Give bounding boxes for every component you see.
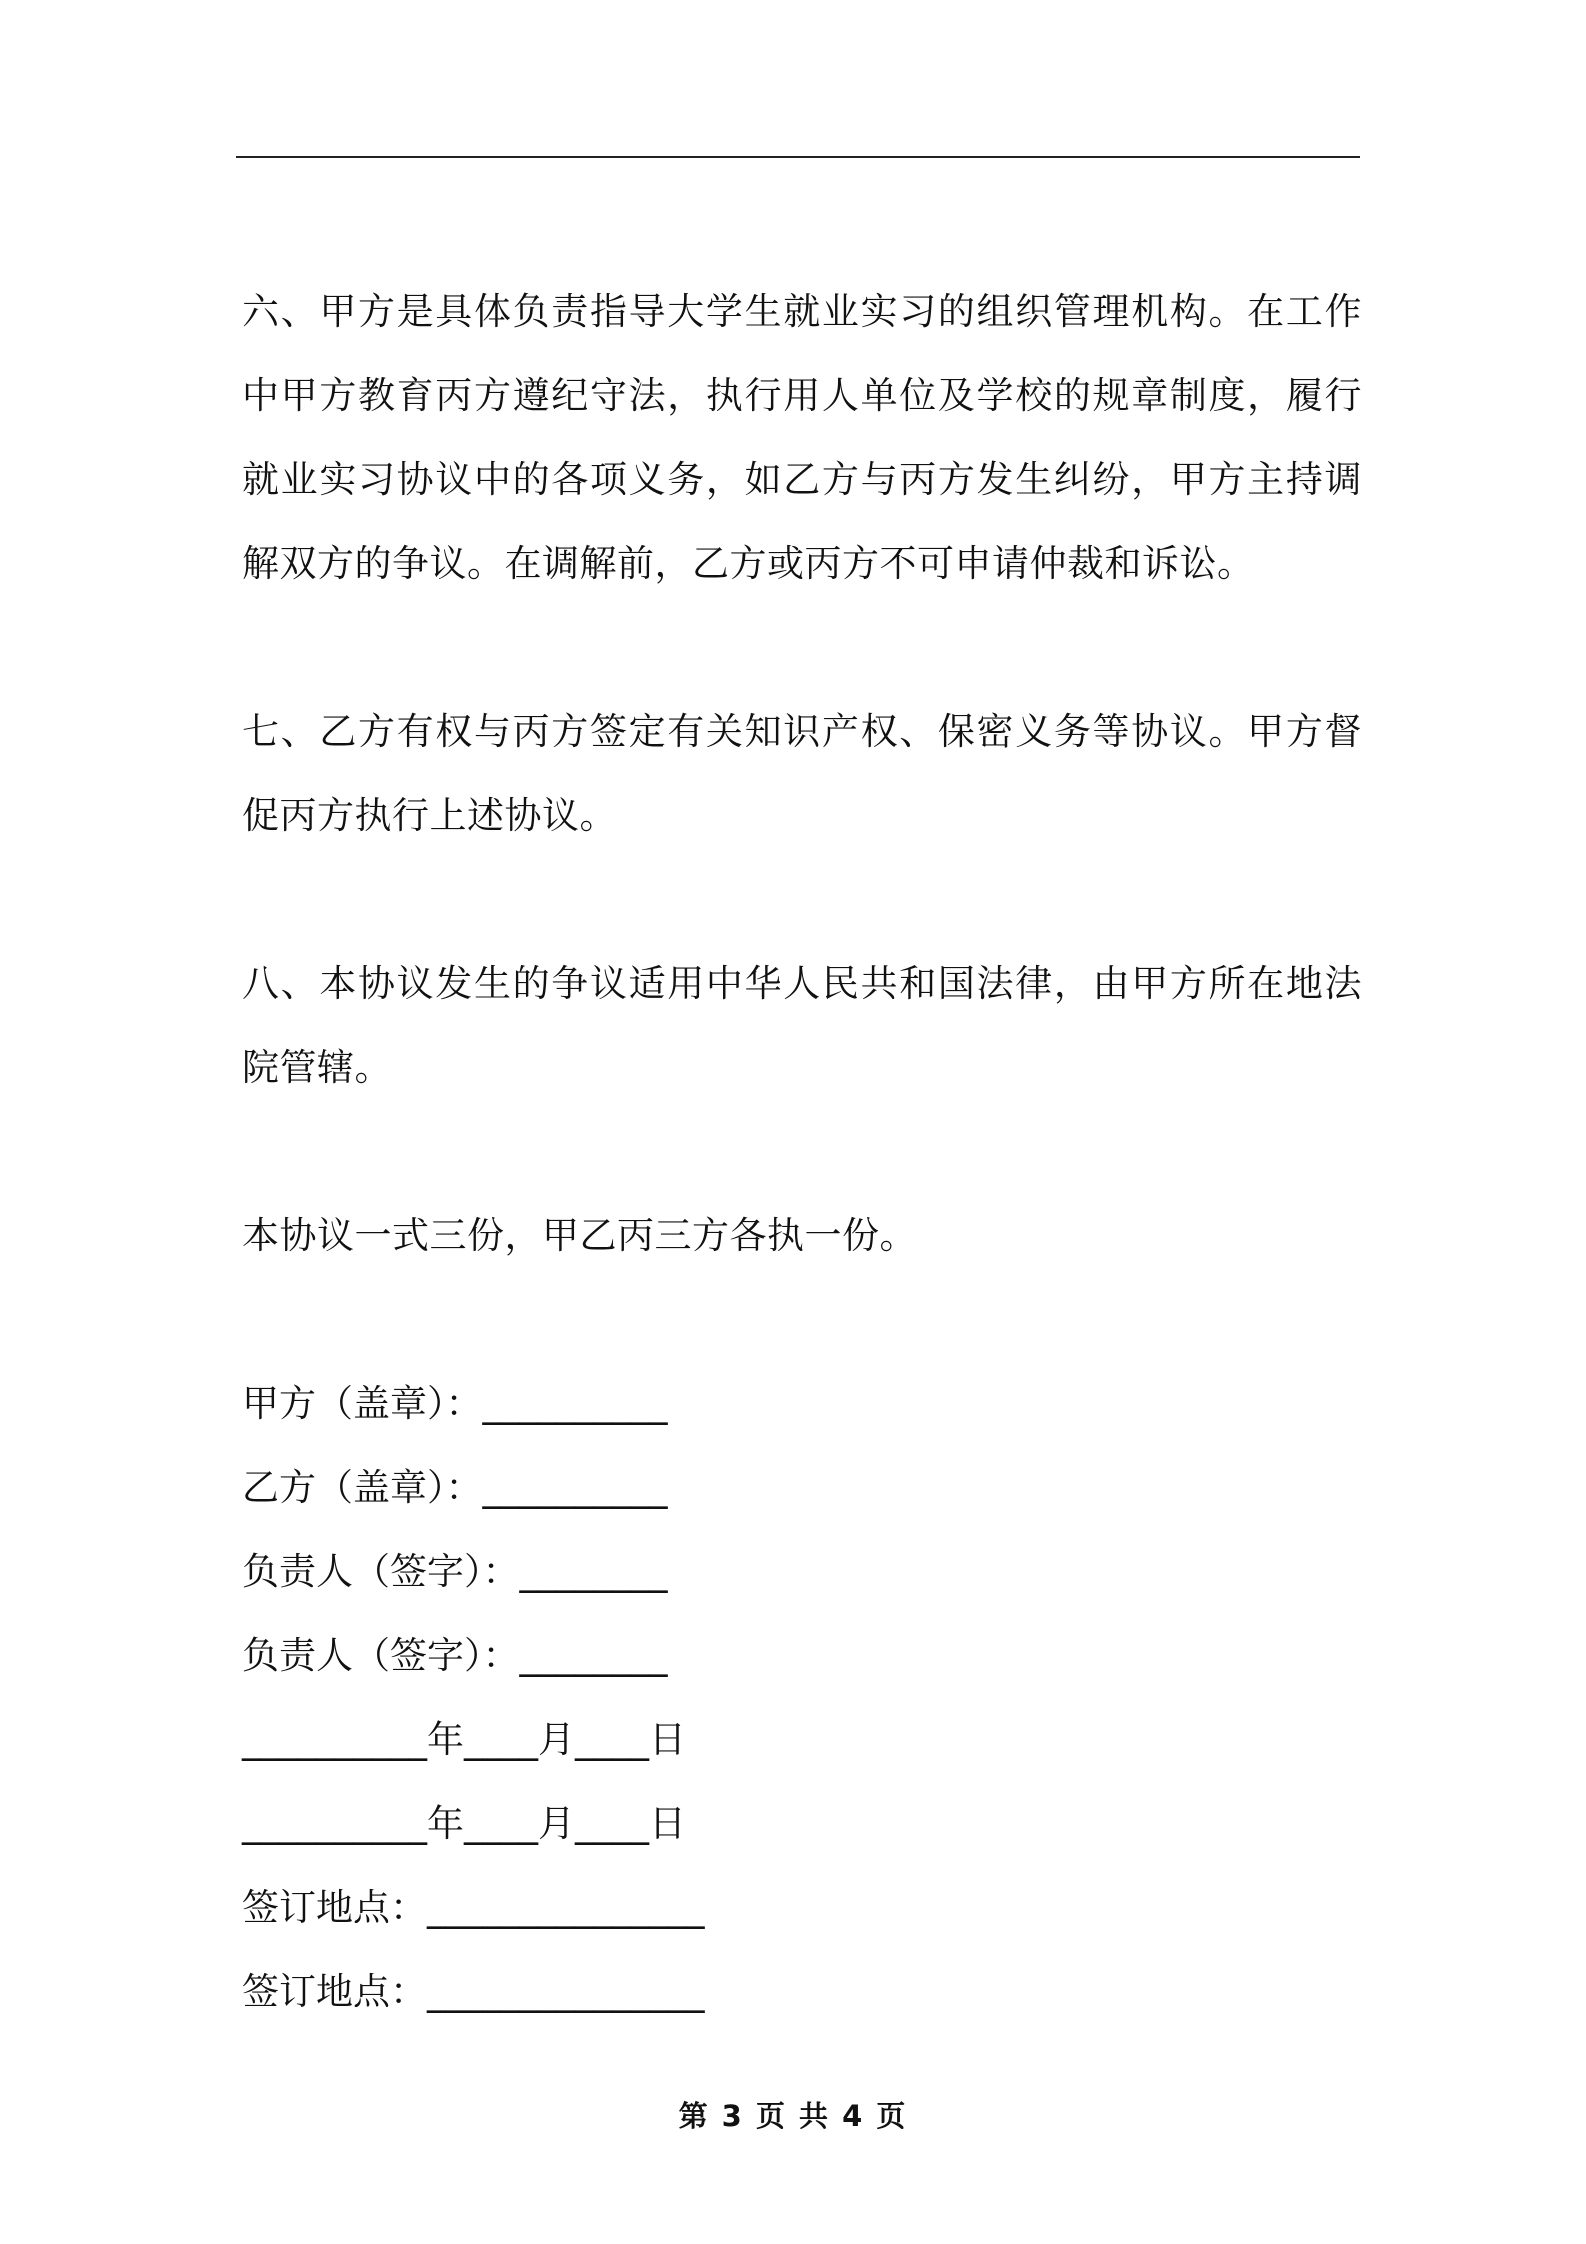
signing-place-line-1: 签订地点：_______________ [242, 1886, 705, 1929]
copies-statement: 本协议一式三份，甲乙丙三方各执一份。 [242, 1214, 917, 1257]
responsible-sign-line-1: 负责人（签字）：________ [242, 1550, 668, 1593]
date-line-1: __________年____月____日 [242, 1718, 686, 1761]
signature-block [242, 1362, 1362, 2034]
header-divider [236, 156, 1360, 158]
responsible-sign-line-2: 负责人（签字）：________ [242, 1634, 668, 1677]
document-body [242, 270, 1362, 2034]
signing-place-line-2: 签订地点：_______________ [242, 1970, 705, 2013]
page-number: 第 3 页 共 4 页 [678, 2099, 908, 2133]
party-b-seal-line: 乙方（盖章）：__________ [242, 1466, 668, 1509]
clause-eight: 八、本协议发生的争议适用中华人民共和国法律，由甲方所在地法院管辖。 [242, 962, 1362, 1089]
clause-seven: 七、乙方有权与丙方签定有关知识产权、保密义务等协议。甲方督促丙方执行上述协议。 [242, 710, 1362, 837]
date-line-2: __________年____月____日 [242, 1802, 686, 1845]
party-a-seal-line: 甲方（盖章）：__________ [242, 1382, 668, 1425]
clause-six: 六、甲方是具体负责指导大学生就业实习的组织管理机构。在工作中甲方教育丙方遵纪守法，执行用人单位及学校的规章制度，履行就业实习协议中的各项义务，如乙方与丙方发生纠纷，甲方主持调解双方的争议。在调解前，乙方或丙方不可申请仲裁和诉讼。 [242, 290, 1362, 585]
